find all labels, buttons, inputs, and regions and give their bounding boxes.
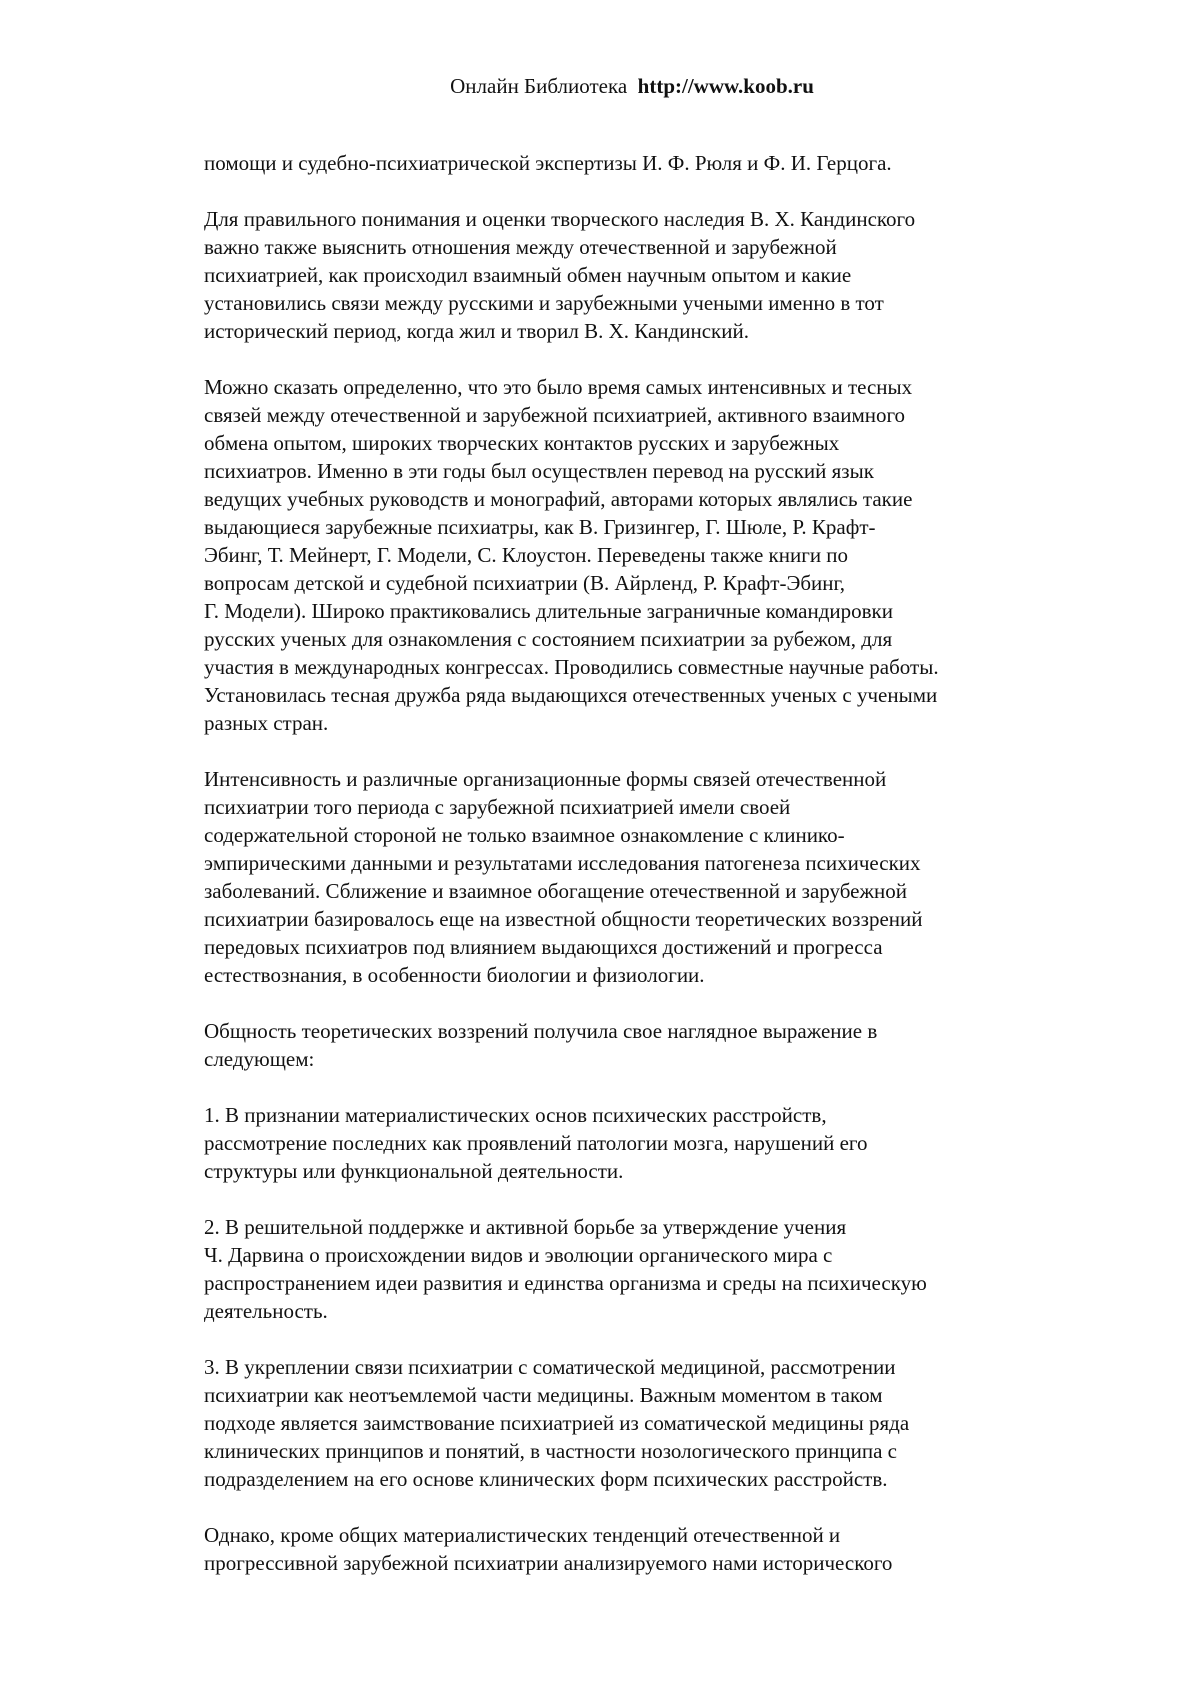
header-url-link[interactable]: http://www.koob.ru xyxy=(637,74,814,98)
text-line: Общность теоретических воззрений получила свое наглядное выражение в xyxy=(204,1019,878,1043)
text-line: заболеваний. Сближение и взаимное обогащение отечественной и зарубежной xyxy=(204,879,907,903)
text-line: подходе является заимствование психиатрией из соматической медицины ряда xyxy=(204,1411,910,1435)
text-line: 2. В решительной поддержке и активной борьбе за утверждение учения xyxy=(204,1215,847,1239)
text-line: Интенсивность и различные организационные формы связей отечественной xyxy=(204,767,887,791)
paragraph xyxy=(204,1213,1104,1325)
text-line: помощи и судебно-психиатрической экспертизы И. Ф. Рюля и Ф. И. Герцога. xyxy=(204,151,892,175)
paragraph xyxy=(204,205,1104,345)
text-line: подразделением на его основе клинических форм психических расстройств. xyxy=(204,1467,888,1491)
text-line: эмпирическими данными и результатами исследования патогенеза психических xyxy=(204,851,921,875)
text-line: Эбинг, Т. Мейнерт, Г. Модели, С. Клоустон. Переведены также книги по xyxy=(204,543,849,567)
text-line: 1. В признании материалистических основ психических расстройств, xyxy=(204,1103,827,1127)
paragraph xyxy=(204,1353,1104,1493)
text-line: участия в международных конгрессах. Проводились совместные научные работы. xyxy=(204,655,939,679)
text-line: Ч. Дарвина о происхождении видов и эволюции органического мира с xyxy=(204,1243,833,1267)
text-line: Однако, кроме общих материалистических тенденций отечественной и xyxy=(204,1523,841,1547)
text-line: разных стран. xyxy=(204,711,329,735)
text-line: 3. В укреплении связи психиатрии с соматической медициной, рассмотрении xyxy=(204,1355,896,1379)
text-line: важно также выяснить отношения между отечественной и зарубежной xyxy=(204,235,837,259)
text-line: установились связи между русскими и зарубежными учеными именно в тот xyxy=(204,291,884,315)
text-line: вопросам детской и судебной психиатрии (В. Айрленд, Р. Крафт-Эбинг, xyxy=(204,571,845,595)
text-line: русских ученых для ознакомления с состоянием психиатрии за рубежом, для xyxy=(204,627,893,651)
text-line: Г. Модели). Широко практиковались длительные заграничные командировки xyxy=(204,599,893,623)
paragraph xyxy=(204,765,1104,989)
header-site-name: Онлайн Библиотека xyxy=(450,74,628,98)
paragraph xyxy=(204,373,1104,737)
text-line: ведущих учебных руководств и монографий, авторами которых являлись такие xyxy=(204,487,913,511)
paragraph xyxy=(204,1101,1104,1185)
text-line: естествознания, в особенности биологии и физиологии. xyxy=(204,963,705,987)
text-line: обмена опытом, широких творческих контактов русских и зарубежных xyxy=(204,431,840,455)
text-line: психиатрией, как происходил взаимный обмен научным опытом и какие xyxy=(204,263,852,287)
text-line: психиатрии как неотъемлемой части медицины. Важным моментом в таком xyxy=(204,1383,883,1407)
text-line: распространением идеи развития и единства организма и среды на психическую xyxy=(204,1271,927,1295)
text-line: психиатров. Именно в эти годы был осуществлен перевод на русский язык xyxy=(204,459,874,483)
text-line: клинических принципов и понятий, в частности нозологического принципа с xyxy=(204,1439,897,1463)
paragraph xyxy=(204,1521,1104,1577)
text-line: психиатрии базировалось еще на известной общности теоретических воззрений xyxy=(204,907,923,931)
paragraph xyxy=(204,1017,1104,1073)
text-line: прогрессивной зарубежной психиатрии анализируемого нами исторического xyxy=(204,1551,893,1575)
page-header xyxy=(0,72,1200,100)
document-body xyxy=(204,149,1104,1605)
text-line: передовых психиатров под влиянием выдающихся достижений и прогресса xyxy=(204,935,883,959)
text-line: следующем: xyxy=(204,1047,315,1071)
text-line: исторический период, когда жил и творил В. Х. Кандинский. xyxy=(204,319,749,343)
text-line: Можно сказать определенно, что это было время самых интенсивных и тесных xyxy=(204,375,913,399)
text-line: связей между отечественной и зарубежной психиатрией, активного взаимного xyxy=(204,403,906,427)
text-line: психиатрии того периода с зарубежной психиатрией имели своей xyxy=(204,795,791,819)
text-line: рассмотрение последних как проявлений патологии мозга, нарушений его xyxy=(204,1131,868,1155)
text-line: Установилась тесная дружба ряда выдающихся отечественных ученых с учеными xyxy=(204,683,938,707)
text-line: содержательной стороной не только взаимное ознакомление с клинико- xyxy=(204,823,845,847)
text-line: деятельность. xyxy=(204,1299,328,1323)
text-line: структуры или функциональной деятельности. xyxy=(204,1159,624,1183)
text-line: выдающиеся зарубежные психиатры, как В. Гризингер, Г. Шюле, Р. Крафт- xyxy=(204,515,876,539)
paragraph xyxy=(204,149,1104,177)
text-line: Для правильного понимания и оценки творческого наследия В. Х. Кандинского xyxy=(204,207,916,231)
